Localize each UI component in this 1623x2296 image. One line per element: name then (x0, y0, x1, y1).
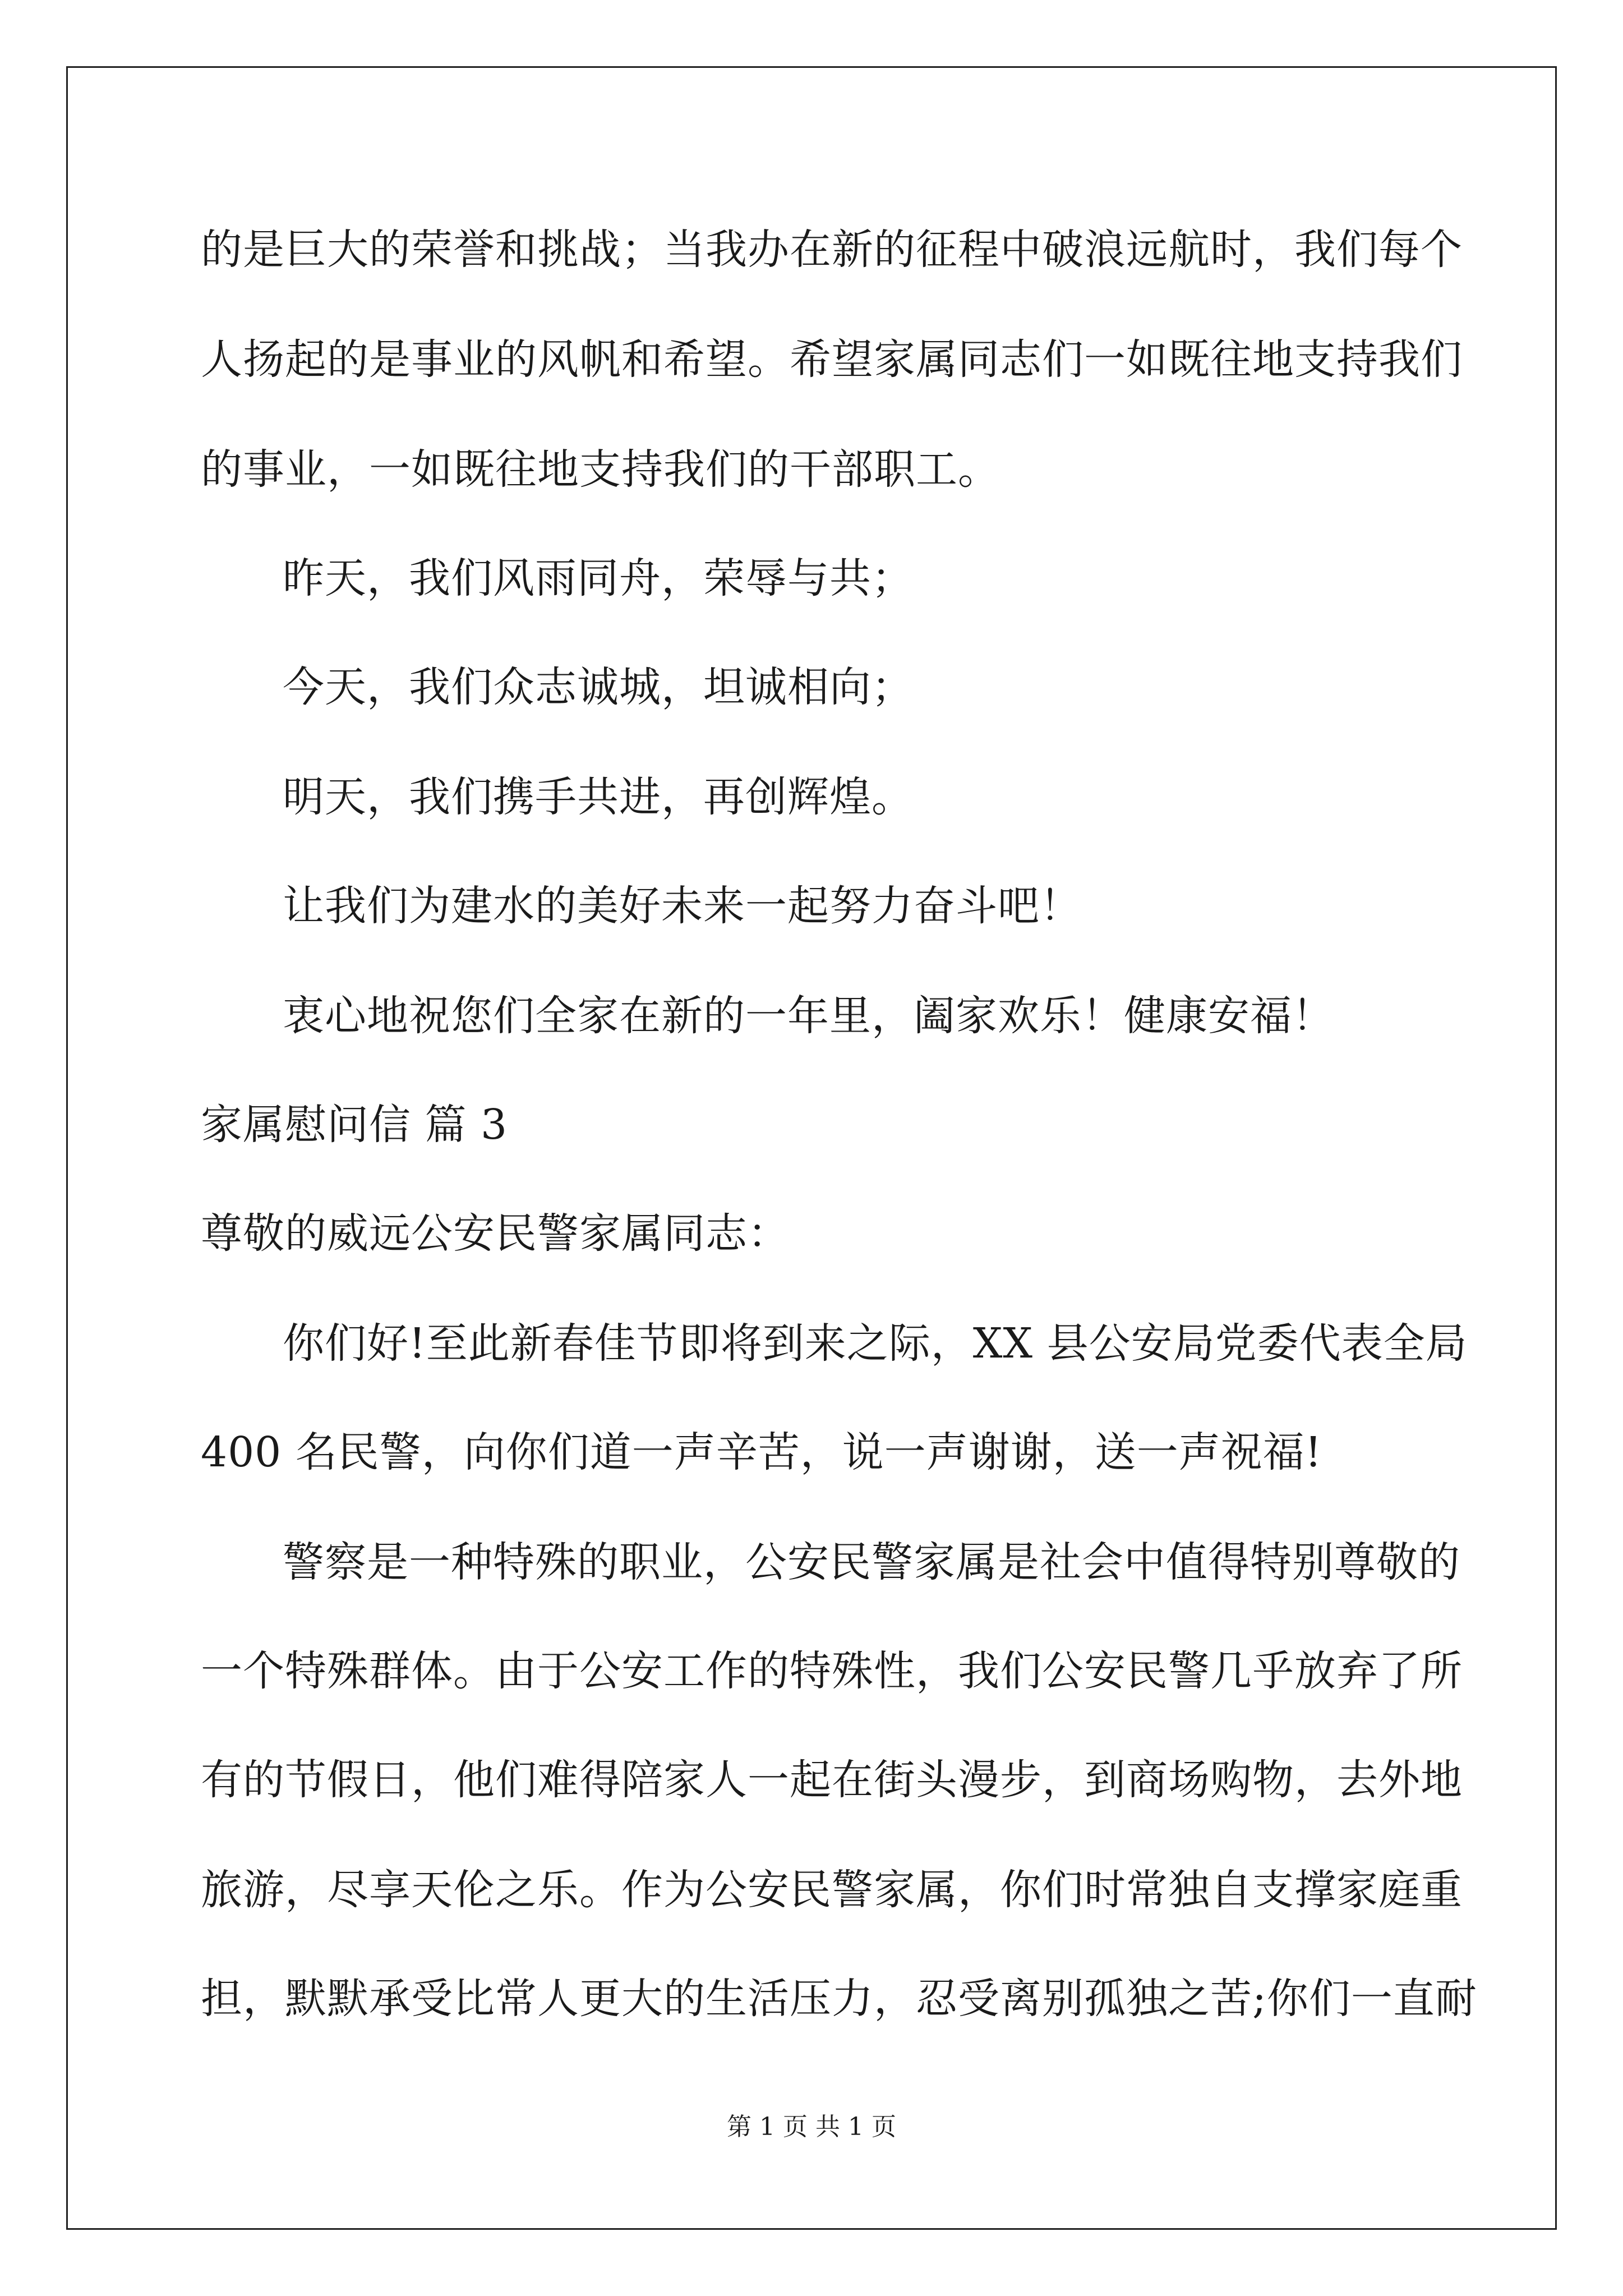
body-text-line: 400 名民警，向你们道一声辛苦，说一声谢谢，送一声祝福! (201, 1428, 1322, 1476)
body-text-line: 的事业，一如既往地支持我们的干部职工。 (201, 445, 1000, 494)
body-text-line: 人扬起的是事业的风帆和希望。希望家属同志们一如既往地支持我们 (201, 335, 1463, 384)
page-footer: 第 1 页 共 1 页 (727, 2113, 896, 2141)
body-text-line: 今天，我们众志诚城，坦诚相向； (283, 663, 914, 711)
body-text-line: 一个特殊群体。由于公安工作的特殊性，我们公安民警几乎放弃了所 (201, 1647, 1463, 1695)
body-text-line: 衷心地祝您们全家在新的一年里，阖家欢乐！健康安福！ (283, 992, 1334, 1040)
body-text-line: 让我们为建水的美好未来一起努力奋斗吧！ (283, 882, 1082, 930)
body-text-line: 警察是一种特殊的职业，公安民警家属是社会中值得特别尊敬的 (283, 1538, 1460, 1586)
body-text-line: 有的节假日，他们难得陪家人一起在街头漫步，到商场购物，去外地 (201, 1756, 1463, 1804)
body-text-line: 旅游，尽享天伦之乐。作为公安民警家属，你们时常独自支撑家庭重 (201, 1866, 1463, 1914)
section-heading: 家属慰问信 篇 3 (201, 1101, 508, 1149)
body-text-line: 担，默默承受比常人更大的生活压力，忍受离别孤独之苦;你们一直耐 (201, 1975, 1477, 2023)
body-text-line: 的是巨大的荣誉和挑战；当我办在新的征程中破浪远航时，我们每个 (201, 226, 1463, 274)
body-text-line: 明天，我们携手共进，再创辉煌。 (283, 773, 914, 821)
body-text-line: 你们好!至此新春佳节即将到来之际，XX 县公安局党委代表全局 (283, 1319, 1468, 1368)
salutation: 尊敬的威远公安民警家属同志： (201, 1209, 790, 1258)
body-text-line: 昨天，我们风雨同舟，荣辱与共； (283, 554, 914, 602)
